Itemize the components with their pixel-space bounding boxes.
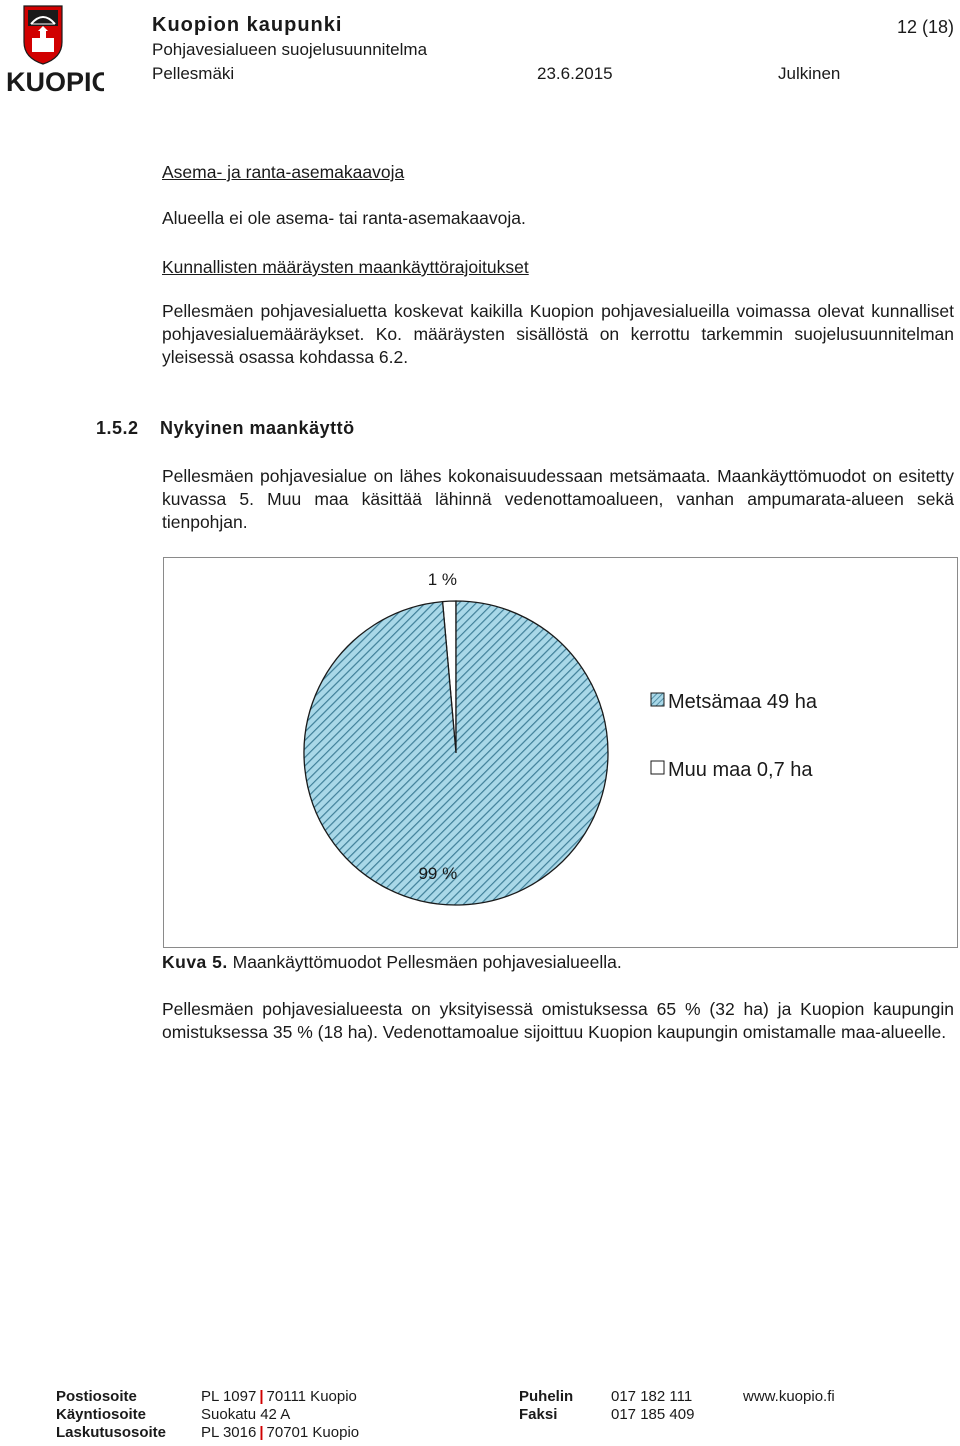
footer-value-phone: 017 182 111: [611, 1388, 693, 1405]
figure-label: Kuva 5.: [162, 952, 228, 972]
footer-value-postal: PL 1097 | 70111 Kuopio: [201, 1388, 357, 1405]
land-use-pie-chart: [163, 557, 958, 948]
figure-caption: [162, 952, 622, 973]
section-title: Nykyinen maankäyttö: [160, 418, 355, 438]
footer-label-postal: Postiosoite: [56, 1388, 137, 1405]
footer-value-billing: PL 3016 | 70701 Kuopio: [201, 1424, 360, 1441]
coat-of-arms-icon: [4, 4, 104, 98]
kuopio-logo: [4, 4, 104, 98]
footer-label-fax: Faksi: [519, 1406, 558, 1423]
footer-label-visit: Käyntiosoite: [56, 1406, 147, 1423]
separator-bar: |: [259, 1388, 264, 1405]
section-heading-nykyinen: [96, 418, 355, 439]
footer-website-link[interactable]: www.kuopio.fi: [743, 1388, 835, 1405]
legend-swatch: [651, 761, 664, 774]
organization-name: Kuopion kaupunki: [152, 14, 343, 36]
pie-percent-label: 1 %: [427, 570, 458, 590]
pie-chart-svg: [164, 558, 957, 947]
legend-swatch: [651, 693, 664, 706]
page-number: 12 (18): [896, 17, 954, 37]
pie-slice-metsamaa: [304, 601, 608, 905]
footer-label-billing: Laskutusosoite: [56, 1424, 167, 1441]
pie-percent-label: 99 %: [418, 864, 458, 884]
svg-text:KUOPIO: KUOPIO: [6, 67, 104, 97]
legend-label: Metsämaa 49 ha: [668, 691, 817, 713]
document-title: Pohjavesialueen suojelusuunnitelma: [152, 40, 428, 59]
separator-bar: |: [259, 1424, 264, 1441]
figure-text: Maankäyttömuodot Pellesmäen pohjavesialueella.: [232, 952, 622, 972]
footer-value-visit: Suokatu 42 A: [201, 1406, 291, 1423]
footer-label-phone: Puhelin: [519, 1388, 574, 1405]
legend-label: Muu maa 0,7 ha: [668, 759, 813, 781]
classification: Julkinen: [778, 64, 841, 83]
paragraph-omistus: Pellesmäen pohjavesialueesta on yksityisessä omistuksessa 65 % (32 ha) ja Kuopion kaupungin omistuksessa 35 % (18 ha). Vedenottamoalue sijoittuu Kuopion kaupungin omistamalle maa-alueelle.: [162, 999, 954, 1042]
footer-value-fax: 017 185 409: [611, 1406, 695, 1423]
area-name: Pellesmäki: [152, 64, 235, 83]
section-heading-asemakaavat: Asema- ja ranta-asemakaavoja: [162, 162, 405, 182]
section-number: 1.5.2: [96, 418, 139, 438]
section-heading-maaraykset: Kunnallisten määräysten maankäyttörajoitukset: [162, 257, 529, 277]
paragraph-nykyinen: Pellesmäen pohjavesialue on lähes kokonaisuudessaan metsämaata. Maankäyttömuodot on esitetty kuvassa 5. Muu maa käsittää lähinnä vedenottamoalueen, vanhan ampumarata-alueen sekä tienpohjan.: [162, 466, 954, 532]
document-date: 23.6.2015: [537, 64, 613, 83]
paragraph-asemakaavat: Alueella ei ole asema- tai ranta-asemakaavoja.: [162, 208, 526, 228]
paragraph-maaraykset: Pellesmäen pohjavesialuetta koskevat kaikilla Kuopion pohjavesialueilla voimassa olevat kunnalliset pohjavesialuemääräykset. Ko. määräysten sisällöstä on kerrottu tarkemmin suojelusuunnitelman yleisessä osassa kohdassa 6.2.: [162, 301, 954, 367]
